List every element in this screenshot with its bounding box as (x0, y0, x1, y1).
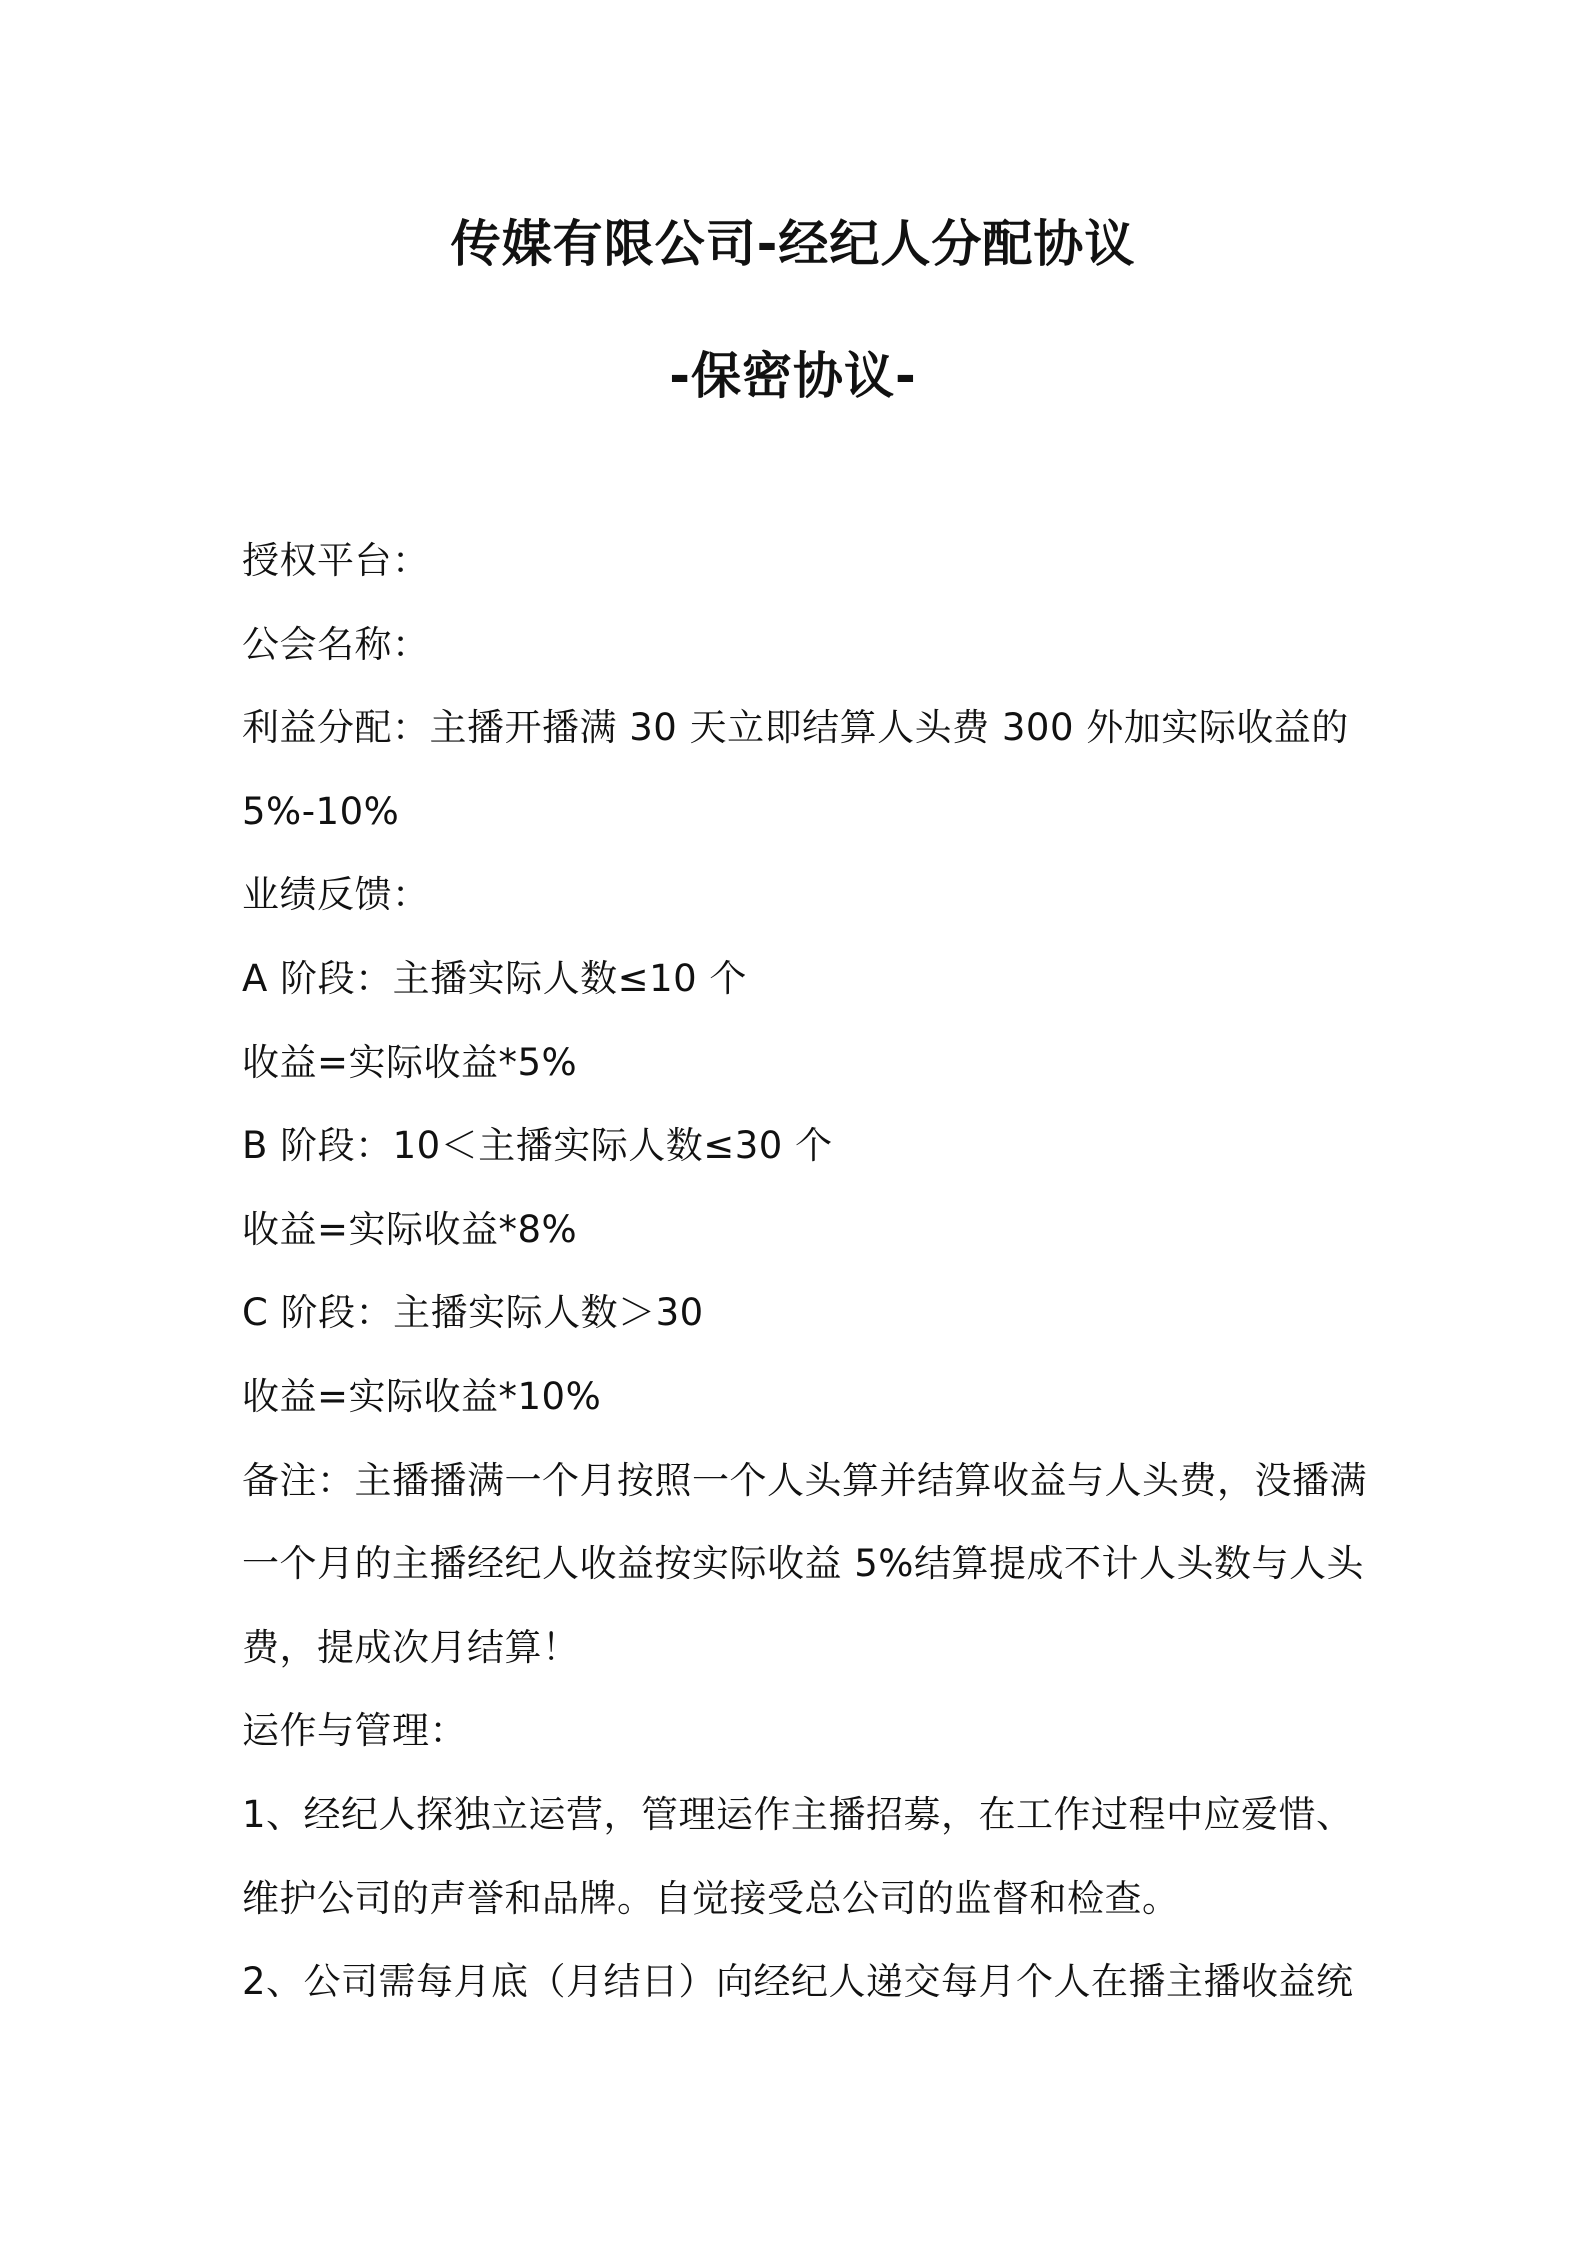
document-title: 传媒有限公司-经纪人分配协议 (450, 215, 1136, 273)
profit-distribution-line: 利益分配：主播开播满 30 天立即结算人头费 300 外加实际收益的 (242, 706, 1349, 750)
authorized-platform-line: 授权平台： (242, 539, 430, 582)
remarks-line-3: 费，提成次月结算！ (242, 1625, 580, 1669)
remarks-line-1: 备注：主播播满一个月按照一个人头算并结算收益与人头费，没播满 (242, 1458, 1367, 1502)
remarks-line-2: 一个月的主播经纪人收益按实际收益 5%结算提成不计人头数与人头 (242, 1542, 1364, 1586)
profit-distribution-range-line: 5%-10% (242, 789, 400, 833)
operation-management-heading: 运作与管理： (242, 1709, 467, 1753)
stage-c-line: C 阶段：主播实际人数＞30 (242, 1291, 704, 1335)
document-subtitle: -保密协议- (669, 347, 917, 405)
stage-b-income-line: 收益=实际收益*8% (242, 1207, 578, 1251)
clause-1-line-1: 1、经纪人探独立运营，管理运作主播招募，在工作过程中应爱惜、 (242, 1792, 1354, 1836)
stage-a-income-line: 收益=实际收益*5% (242, 1040, 578, 1084)
stage-a-line: A 阶段：主播实际人数≤10 个 (242, 956, 747, 1000)
performance-feedback-line: 业绩反馈： (242, 873, 430, 917)
clause-2-line-1: 2、公司需每月底（月结日）向经纪人递交每月个人在播主播收益统 (242, 1960, 1354, 2004)
stage-c-income-line: 收益=实际收益*10% (242, 1374, 602, 1418)
document-body (242, 531, 1367, 2036)
guild-name-line: 公会名称： (242, 622, 430, 666)
stage-b-line: B 阶段：10＜主播实际人数≤30 个 (242, 1124, 833, 1168)
clause-1-line-2: 维护公司的声誉和品牌。自觉接受总公司的监督和检查。 (242, 1876, 1180, 1920)
